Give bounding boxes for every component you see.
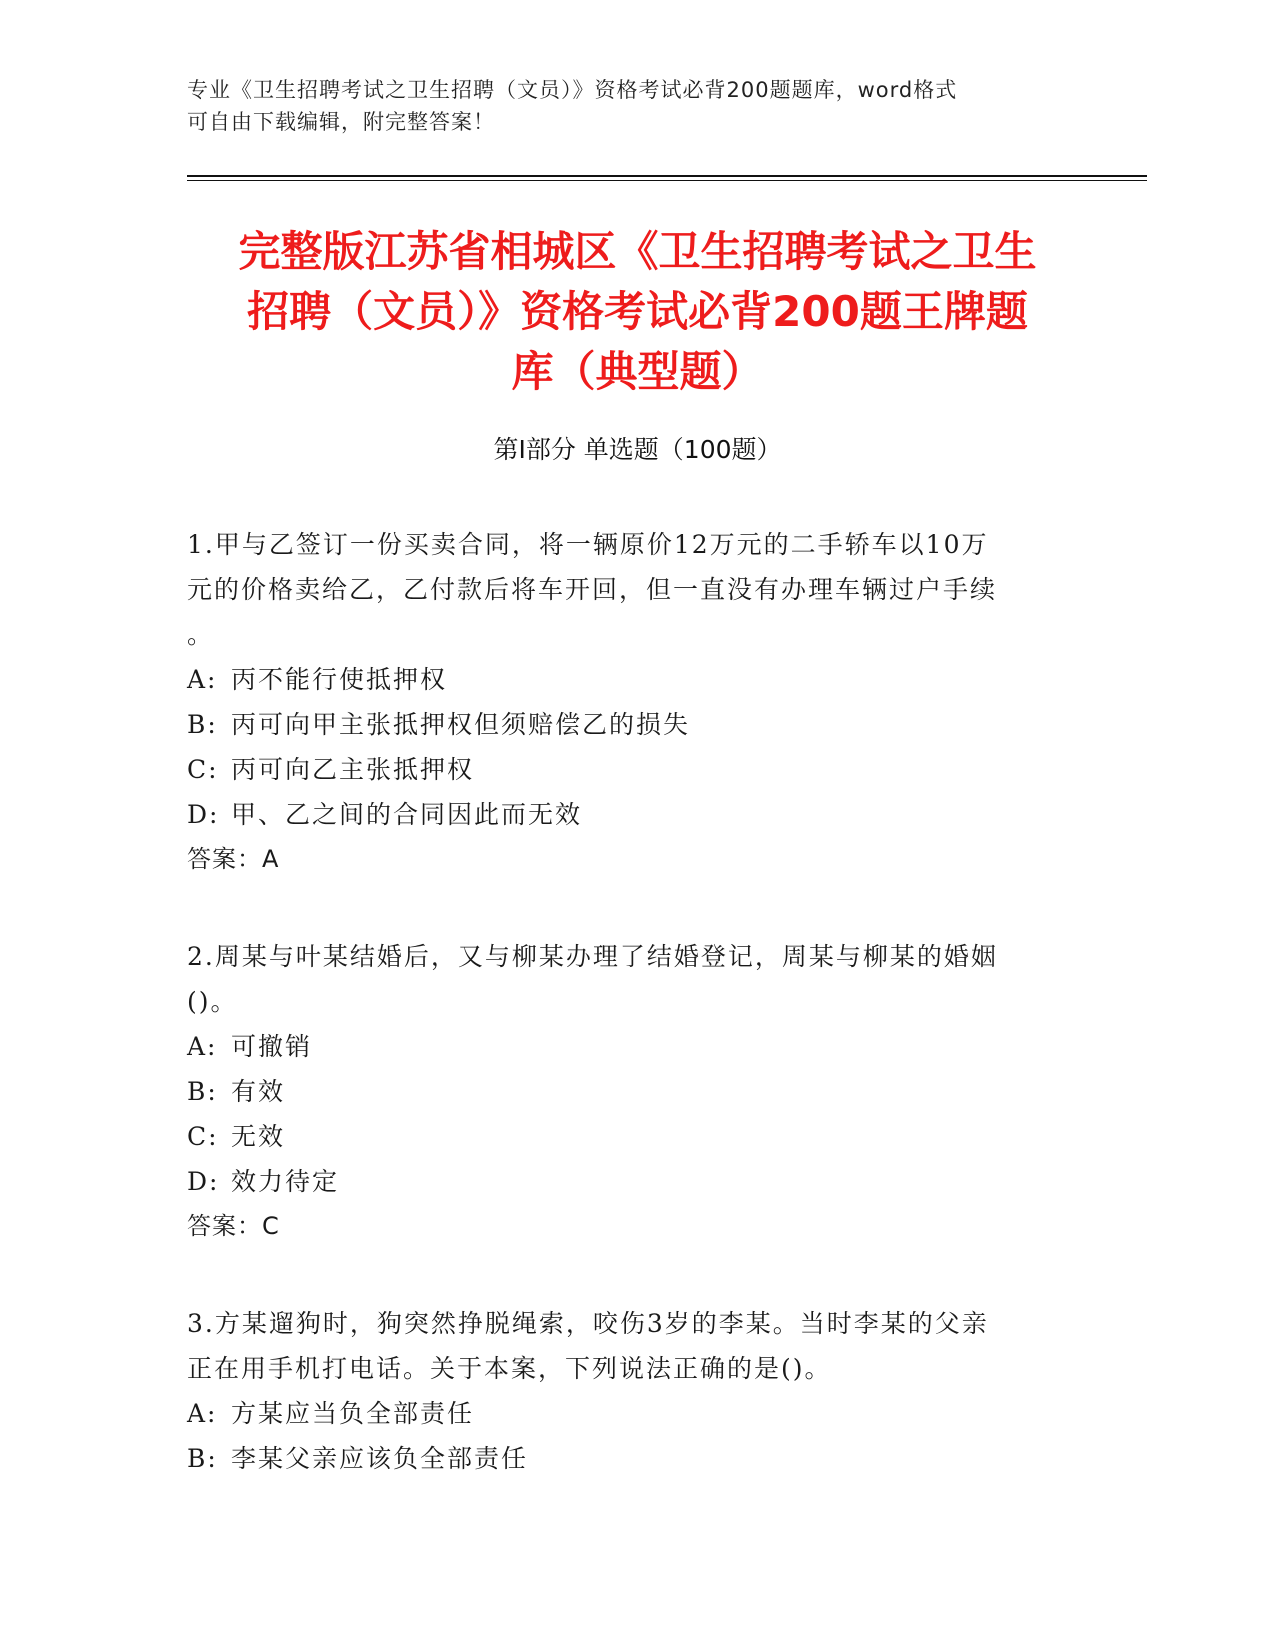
question-2 bbox=[187, 934, 1067, 1249]
header-note-line: 专业《卫生招聘考试之卫生招聘（文员）》资格考试必背200题题库，word格式 bbox=[187, 78, 958, 102]
option-letter: C: bbox=[187, 1122, 219, 1151]
header-rule-thick bbox=[187, 175, 1147, 177]
document-title bbox=[150, 222, 1125, 402]
title-line: 库（典型题） bbox=[511, 347, 764, 396]
option-c bbox=[187, 747, 1067, 792]
question-text-line: 2.周某与叶某结婚后，又与柳某办理了结婚登记，周某与柳某的婚姻 bbox=[187, 942, 998, 971]
option-a bbox=[187, 657, 1067, 702]
question-text-line: 1.甲与乙签订一份买卖合同，将一辆原价12万元的二手轿车以10万 bbox=[187, 530, 989, 559]
header-rule-thin bbox=[187, 180, 1147, 181]
title-line: 招聘（文员）》资格考试必背200题王牌题 bbox=[247, 287, 1028, 336]
option-letter: A: bbox=[187, 1032, 218, 1061]
question-list bbox=[187, 522, 1067, 1481]
answer-line: 答案：C bbox=[187, 1212, 280, 1240]
option-letter: B: bbox=[187, 1444, 218, 1473]
option-letter: D: bbox=[187, 800, 220, 829]
question-text-line: 正在用手机打电话。关于本案，下列说法正确的是()。 bbox=[187, 1354, 832, 1383]
option-text: 丙可向乙主张抵押权 bbox=[231, 755, 475, 784]
option-d bbox=[187, 792, 1067, 837]
section-title: 第Ⅰ部分 单选题（100题） bbox=[493, 435, 782, 464]
option-letter: A: bbox=[187, 1399, 218, 1428]
option-text: 丙不能行使抵押权 bbox=[231, 665, 448, 694]
option-text: 李某父亲应该负全部责任 bbox=[231, 1444, 529, 1473]
option-text: 效力待定 bbox=[231, 1167, 340, 1196]
option-letter: D: bbox=[187, 1167, 220, 1196]
option-a bbox=[187, 1391, 1067, 1436]
header-note bbox=[187, 74, 1067, 138]
option-text: 甲、乙之间的合同因此而无效 bbox=[231, 800, 583, 829]
option-text: 有效 bbox=[231, 1077, 286, 1106]
option-letter: C: bbox=[187, 755, 219, 784]
option-b bbox=[187, 1069, 1067, 1114]
answer-line: 答案：A bbox=[187, 845, 280, 873]
title-line: 完整版江苏省相城区《卫生招聘考试之卫生 bbox=[238, 227, 1037, 276]
option-text: 丙可向甲主张抵押权但须赔偿乙的损失 bbox=[231, 710, 691, 739]
question-text-line: 元的价格卖给乙，乙付款后将车开回，但一直没有办理车辆过户手续 bbox=[187, 575, 998, 604]
question-text-line: ()。 bbox=[187, 987, 238, 1016]
question-text-line: 。 bbox=[187, 620, 215, 649]
option-letter: B: bbox=[187, 1077, 218, 1106]
option-b bbox=[187, 1436, 1067, 1481]
question-3 bbox=[187, 1301, 1067, 1481]
question-text-line: 3.方某遛狗时，狗突然挣脱绳索，咬伤3岁的李某。当时李某的父亲 bbox=[187, 1309, 989, 1338]
question-1 bbox=[187, 522, 1067, 882]
option-text: 无效 bbox=[231, 1122, 286, 1151]
option-text: 可撤销 bbox=[231, 1032, 313, 1061]
option-letter: B: bbox=[187, 710, 218, 739]
header-note-line: 可自由下载编辑，附完整答案！ bbox=[187, 110, 495, 134]
option-c bbox=[187, 1114, 1067, 1159]
option-text: 方某应当负全部责任 bbox=[231, 1399, 475, 1428]
option-letter: A: bbox=[187, 665, 218, 694]
option-b bbox=[187, 702, 1067, 747]
option-a bbox=[187, 1024, 1067, 1069]
option-d bbox=[187, 1159, 1067, 1204]
spacer bbox=[187, 1249, 1067, 1301]
spacer bbox=[187, 882, 1067, 934]
